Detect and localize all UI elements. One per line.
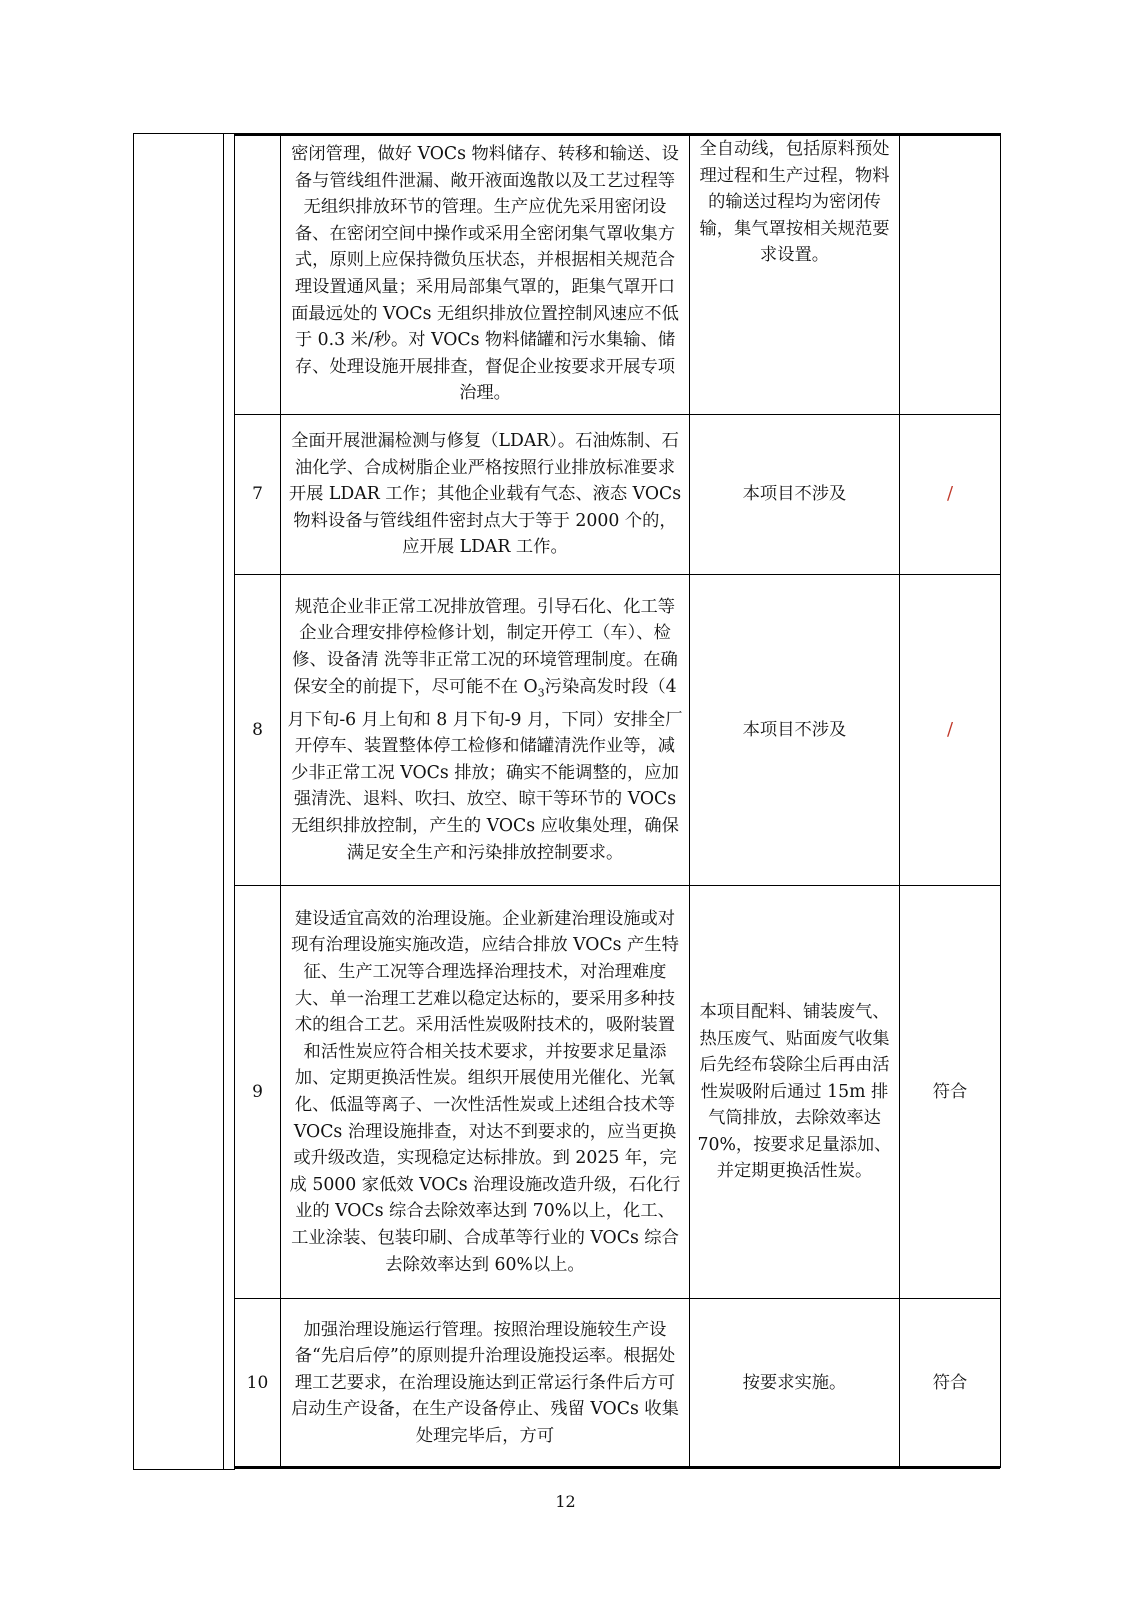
requirement-text: 加强治理设施运行管理。按照治理设施较生产设备“先启后停”的原则提升治理设施投运率。根据处理工艺要求，在治理设施达到正常运行条件后方可启动生产设备，在生产设备停止、残留 VOCs 收集处理完毕后，方可 (281, 1299, 690, 1468)
requirement-text: 规范企业非正常工况排放管理。引导石化、化工等企业合理安排停检修计划，制定开停工（车）、检修、设备清 洗等非正常工况的环境管理制度。在确保安全的前提下，尽可能不在 $O_3$污染高发时段（4 月下旬-6 月上旬和 8 月下旬-9 月，下同）安排全厂开停车、装置整体停工检修和储罐清洗作业等，减少非正常工况 VOCs 排放；确实不能调整的，应加强清洗、退料、吹扫、放空、晾干等环节的 VOCs 无组织排放控制，产生的 VOCs 应收集处理，确保满足安全生产和污染排放控制要求。 (281, 575, 690, 886)
row-number: 9 (235, 886, 281, 1299)
outer-column-category (133, 133, 224, 1470)
row-number (235, 134, 281, 415)
not-applicable-mark: / (946, 718, 954, 740)
table-row (235, 134, 1001, 415)
table-row (235, 575, 1001, 886)
row-number: 10 (235, 1299, 281, 1468)
conformity-cell (900, 134, 1001, 415)
table-row (235, 886, 1001, 1299)
requirements-table (234, 133, 1000, 1470)
conformity-cell (900, 415, 1001, 575)
implementation-text: 本项目不涉及 (690, 575, 900, 886)
implementation-text: 本项目不涉及 (690, 415, 900, 575)
row-number: 8 (235, 575, 281, 886)
conformity-cell (900, 575, 1001, 886)
not-applicable-mark: / (946, 483, 954, 505)
table-row (235, 1299, 1001, 1468)
requirement-text: 全面开展泄漏检测与修复（LDAR）。石油炼制、石油化学、合成树脂企业严格按照行业排放标准要求开展 LDAR 工作；其他企业载有气态、液态 VOCs 物料设备与管线组件密封点大于等于 2000 个的，应开展 LDAR 工作。 (281, 415, 690, 575)
implementation-text: 全自动线，包括原料预处理过程和生产过程，物料的输送过程均为密闭传输，集气罩按相关规范要求设置。 (690, 134, 900, 415)
implementation-text: 本项目配料、铺装废气、热压废气、贴面废气收集后先经布袋除尘后再由活性炭吸附后通过 15m 排气筒排放，去除效率达 70%，按要求足量添加、并定期更换活性炭。 (690, 886, 900, 1299)
table-top-rule (234, 133, 1000, 136)
table-bottom-rule (234, 1466, 1000, 1469)
conformity-cell: 符合 (900, 886, 1001, 1299)
page-number: 12 (555, 1492, 576, 1511)
implementation-text: 按要求实施。 (690, 1299, 900, 1468)
requirement-text: 密闭管理，做好 VOCs 物料储存、转移和输送、设备与管线组件泄漏、敞开液面逸散以及工艺过程等无组织排放环节的管理。生产应优先采用密闭设备、在密闭空间中操作或采用全密闭集气罩收集方式，原则上应保持微负压状态，并根据相关规范合理设置通风量；采用局部集气罩的，距集气罩开口面最远处的 VOCs 无组织排放位置控制风速应不低于 0.3 米/秒。对 VOCs 物料储罐和污水集输、储存、处理设施开展排查，督促企业按要求开展专项治理。 (281, 134, 690, 415)
conformity-cell: 符合 (900, 1299, 1001, 1468)
table-row (235, 415, 1001, 575)
requirement-text: 建设适宜高效的治理设施。企业新建治理设施或对现有治理设施实施改造，应结合排放 VOCs 产生特征、生产工况等合理选择治理技术，对治理难度大、单一治理工艺难以稳定达标的，要采用多种技术的组合工艺。采用活性炭吸附技术的，吸附装置和活性炭应符合相关技术要求，并按要求足量添加、定期更换活性炭。组织开展使用光催化、光氧化、低温等离子、一次性活性炭或上述组合技术等 VOCs 治理设施排查，对达不到要求的，应当更换或升级改造，实现稳定达标排放。到 2025 年，完成 5000 家低效 VOCs 治理设施改造升级，石化行业的 VOCs 综合去除效率达到 70%以上，化工、工业涂装、包装印刷、合成革等行业的 VOCs 综合去除效率达到 60%以上。 (281, 886, 690, 1299)
row-number: 7 (235, 415, 281, 575)
